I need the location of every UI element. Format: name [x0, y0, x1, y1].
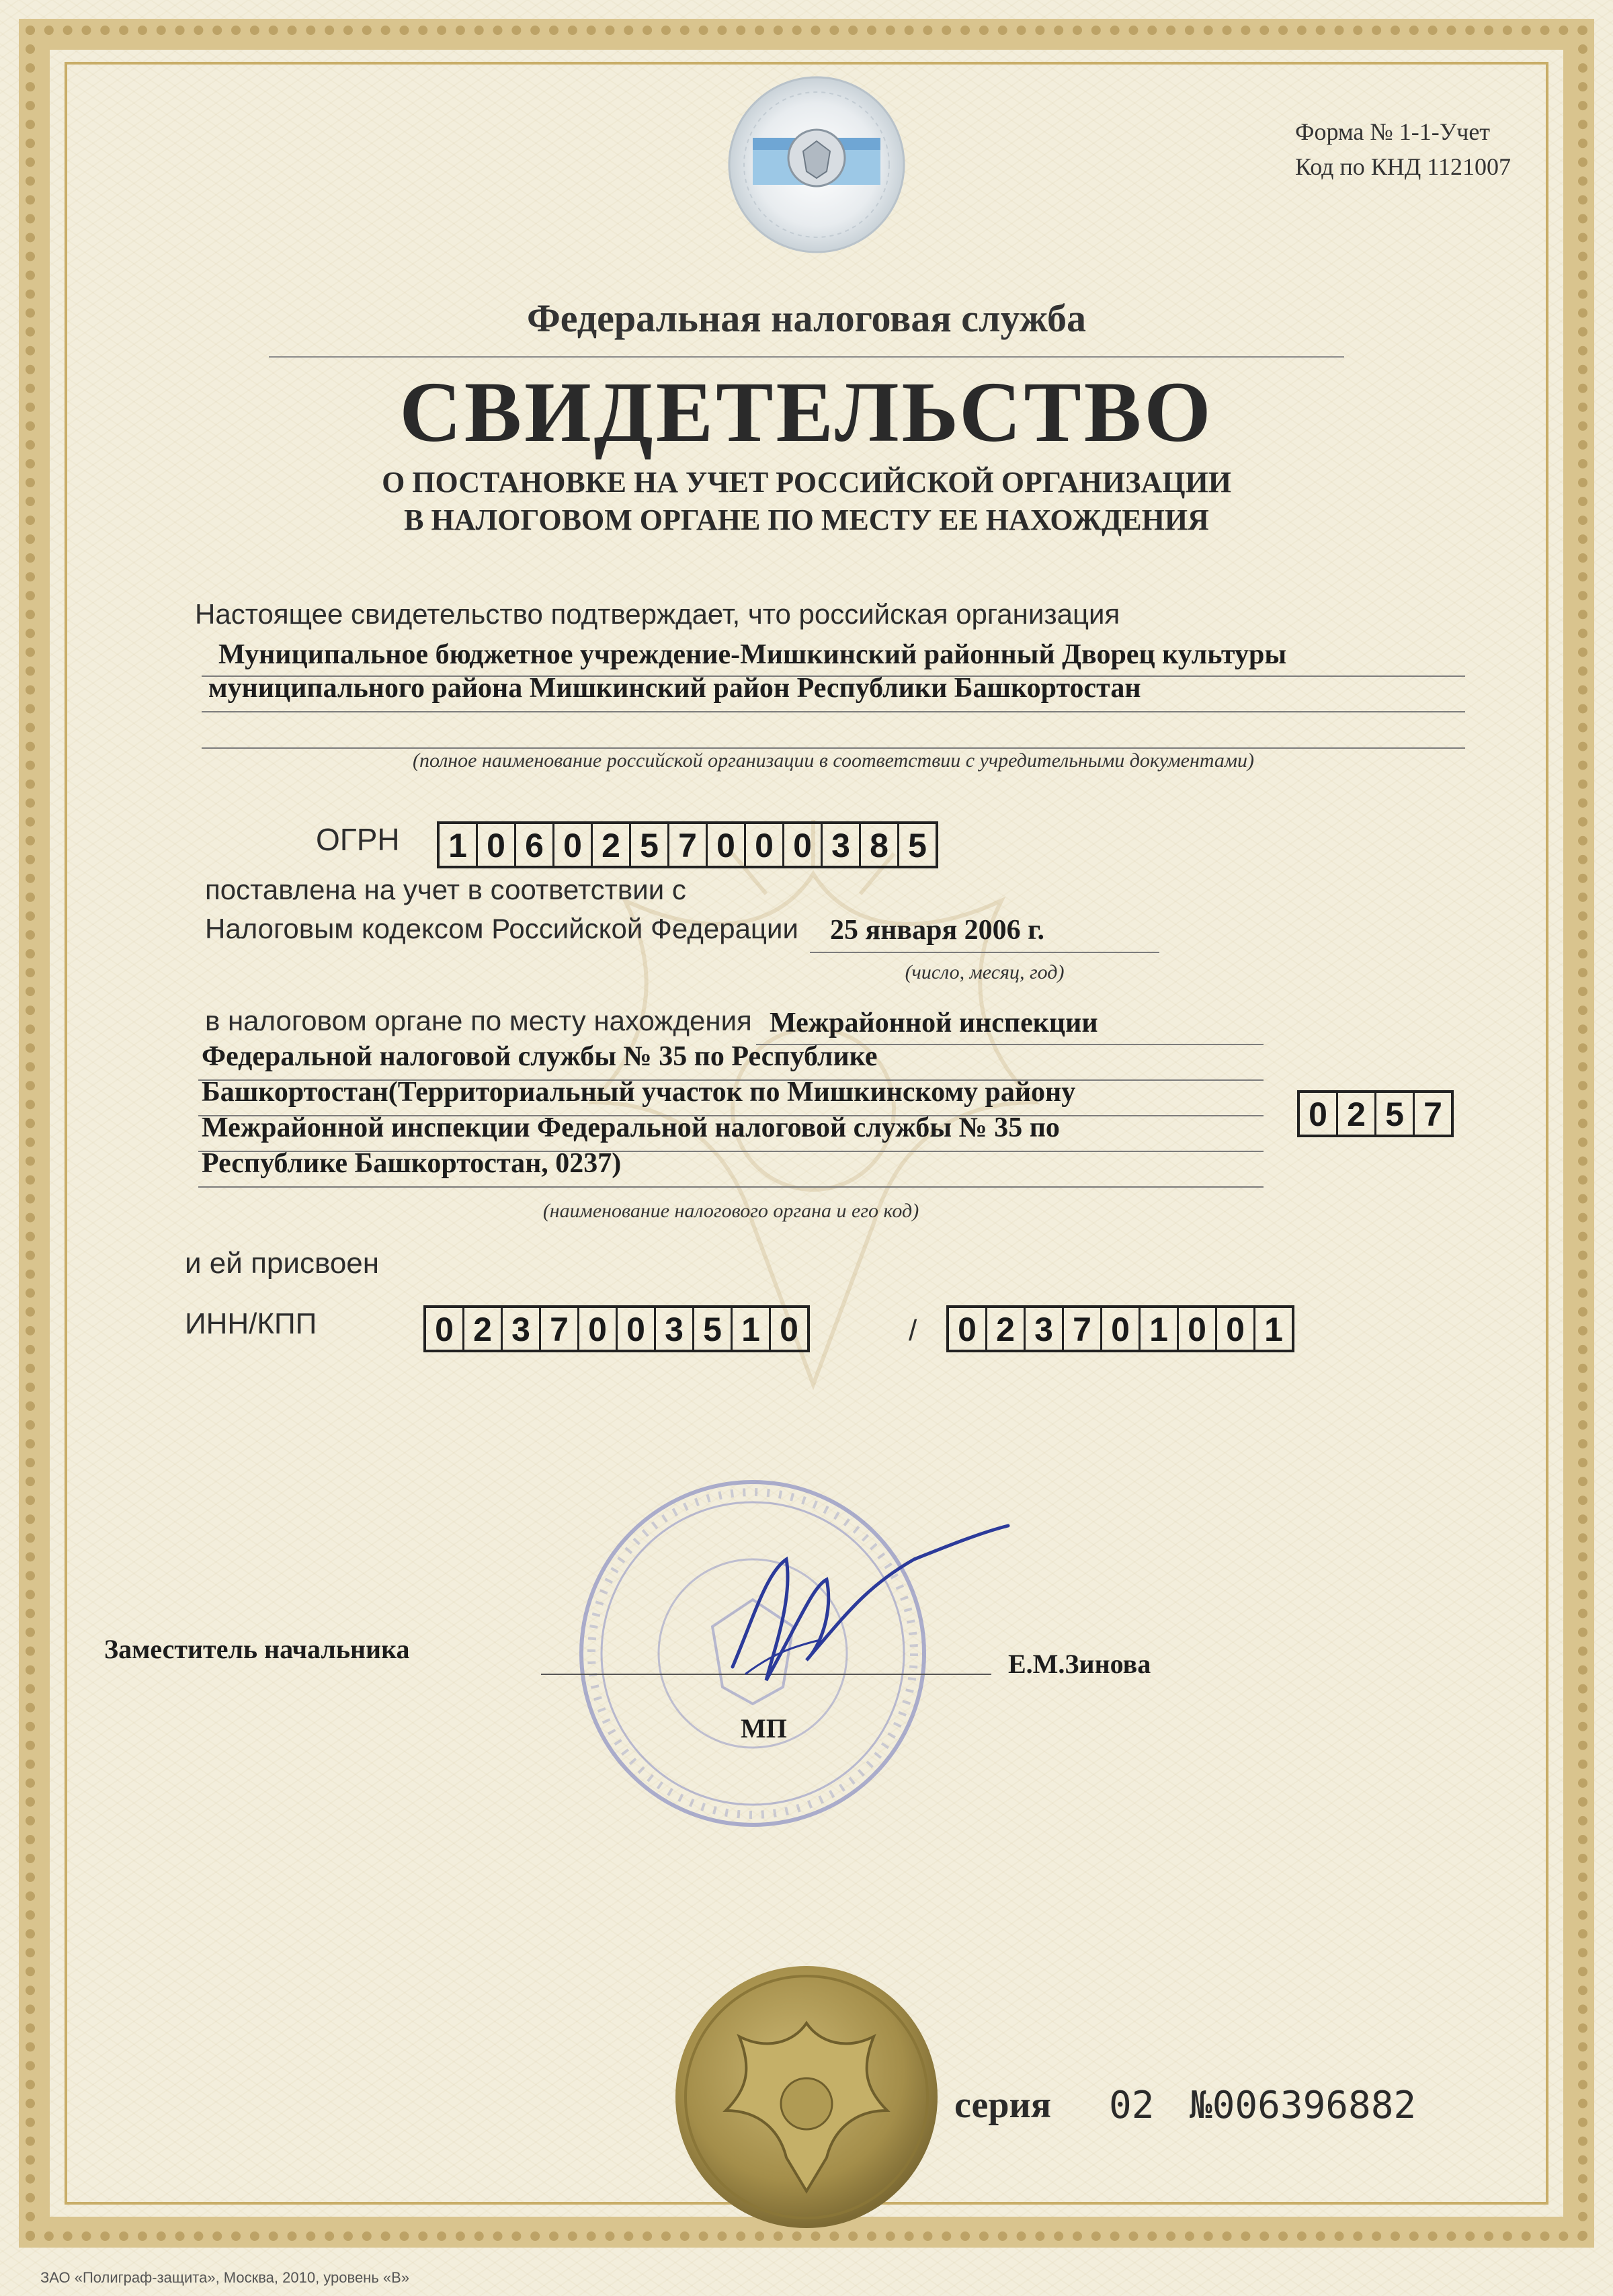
signatory-name: Е.М.Зинова: [1008, 1649, 1151, 1679]
seal-place-mark: МП: [741, 1713, 787, 1744]
hologram-sticker: [726, 74, 907, 255]
document-title: СВИДЕТЕЛЬСТВО: [399, 364, 1214, 460]
agency-underline: [269, 356, 1344, 358]
inn-digit-boxes: [423, 1305, 810, 1352]
org-name-caption: (полное наименование российской организации в соответствии с учредительными документами): [412, 749, 1255, 772]
inn-kpp-label: ИНН/КПП: [185, 1307, 317, 1340]
kpp-digit: 2: [987, 1308, 1026, 1350]
series-number: №006396882: [1190, 2084, 1417, 2127]
ogrn-digit: 1: [440, 824, 478, 866]
tax-code-digit: 0: [1300, 1093, 1338, 1135]
tax-code-digit: 2: [1338, 1093, 1376, 1135]
assigned-text: и ей присвоен: [185, 1247, 380, 1280]
inn-digit: 0: [426, 1308, 464, 1350]
ogrn-digit: 2: [593, 824, 631, 866]
ogrn-digit: 0: [784, 824, 823, 866]
series-label: серия: [954, 2084, 1052, 2126]
kpp-digit: 0: [949, 1308, 987, 1350]
registration-line-1: поставлена на учет в соответствии с: [205, 874, 686, 905]
form-number: Форма № 1-1-Учет: [1295, 118, 1491, 145]
inn-digit: 7: [541, 1308, 579, 1350]
ogrn-digit-boxes: [437, 821, 938, 868]
ogrn-label: ОГРН: [316, 822, 400, 857]
kpp-digit: 0: [1102, 1308, 1141, 1350]
tax-authority-line-5: Республике Башкортостан, 0237): [202, 1148, 622, 1179]
knd-code: Код по КНД 1121007: [1295, 153, 1511, 180]
handwritten-signature: [692, 1519, 1015, 1694]
ogrn-digit: 0: [708, 824, 746, 866]
inn-digit: 5: [694, 1308, 733, 1350]
inn-digit: 3: [656, 1308, 694, 1350]
ogrn-digit: 0: [478, 824, 516, 866]
kpp-digit: 3: [1026, 1308, 1064, 1350]
agency-name: Федеральная налоговая служба: [526, 296, 1087, 340]
inn-kpp-separator: /: [909, 1314, 917, 1347]
tax-authority-line-3: Башкортостан(Территориальный участок по Мишкинскому району: [202, 1077, 1076, 1108]
inn-digit: 0: [780, 1311, 798, 1348]
ogrn-digit: 8: [861, 824, 899, 866]
ogrn-digit: 5: [908, 827, 927, 864]
tax-code-digit: 7: [1423, 1096, 1442, 1133]
form-number-block: [1295, 114, 1511, 184]
kpp-digit: 1: [1264, 1311, 1283, 1348]
org-intro-text: Настоящее свидетельство подтверждает, что российская организация: [195, 598, 1120, 630]
inn-digit: 2: [464, 1308, 503, 1350]
tax-authority-line-2: Федеральной налоговой службы № 35 по Республике: [202, 1041, 878, 1072]
kpp-digit: 7: [1064, 1308, 1102, 1350]
inn-digit: 0: [618, 1308, 656, 1350]
tax-authority-lead: в налоговом органе по месту нахождения: [205, 1005, 752, 1036]
kpp-digit-boxes: [946, 1305, 1294, 1352]
signatory-position: Заместитель начальника: [104, 1634, 410, 1664]
registration-line-2: Налоговым кодексом Российской Федерации: [205, 913, 798, 944]
org-name-line-1: Муниципальное бюджетное учреждение-Мишкинский районный Дворец культуры: [218, 639, 1287, 670]
kpp-digit: 1: [1141, 1308, 1179, 1350]
tax-authority-line-1: Межрайонной инспекции: [770, 1008, 1098, 1038]
registration-date-underline: [810, 952, 1159, 953]
subtitle-line-2: В НАЛОГОВОМ ОРГАНЕ ПО МЕСТУ ЕЕ НАХОЖДЕНИЯ: [404, 503, 1209, 536]
org-name-line-2: муниципального района Мишкинский район Республики Башкортостан: [208, 673, 1141, 704]
ogrn-digit: 0: [554, 824, 593, 866]
ogrn-digit: 0: [746, 824, 784, 866]
inn-digit: 1: [733, 1308, 771, 1350]
series-value: 02: [1109, 2084, 1155, 2127]
tax-authority-line-4: Межрайонной инспекции Федеральной налоговой службы № 35 по: [202, 1112, 1060, 1143]
org-name-underline-2: [202, 711, 1465, 712]
document-subtitle: [0, 464, 1613, 539]
registration-date-caption: (число, месяц, год): [905, 961, 1065, 983]
kpp-digit: 0: [1179, 1308, 1217, 1350]
registration-date: 25 января 2006 г.: [830, 915, 1045, 946]
ogrn-digit: 6: [516, 824, 554, 866]
gold-seal: [672, 1963, 941, 2231]
inn-digit: 0: [579, 1308, 618, 1350]
ogrn-digit: 7: [669, 824, 708, 866]
tax-authority-code-boxes: [1297, 1090, 1454, 1137]
ogrn-digit: 3: [823, 824, 861, 866]
ogrn-digit: 5: [631, 824, 669, 866]
subtitle-line-1: О ПОСТАНОВКЕ НА УЧЕТ РОССИЙСКОЙ ОРГАНИЗАЦИИ: [382, 466, 1231, 499]
kpp-digit: 0: [1217, 1308, 1255, 1350]
org-name-underline-3: [202, 747, 1465, 749]
tax-authority-caption: (наименование налогового органа и его код): [542, 1200, 919, 1222]
tax-code-digit: 5: [1376, 1093, 1415, 1135]
printer-note: ЗАО «Полиграф-защита», Москва, 2010, уровень «В»: [40, 2269, 410, 2286]
tax-authority-underline-5: [198, 1186, 1264, 1188]
inn-digit: 3: [503, 1308, 541, 1350]
